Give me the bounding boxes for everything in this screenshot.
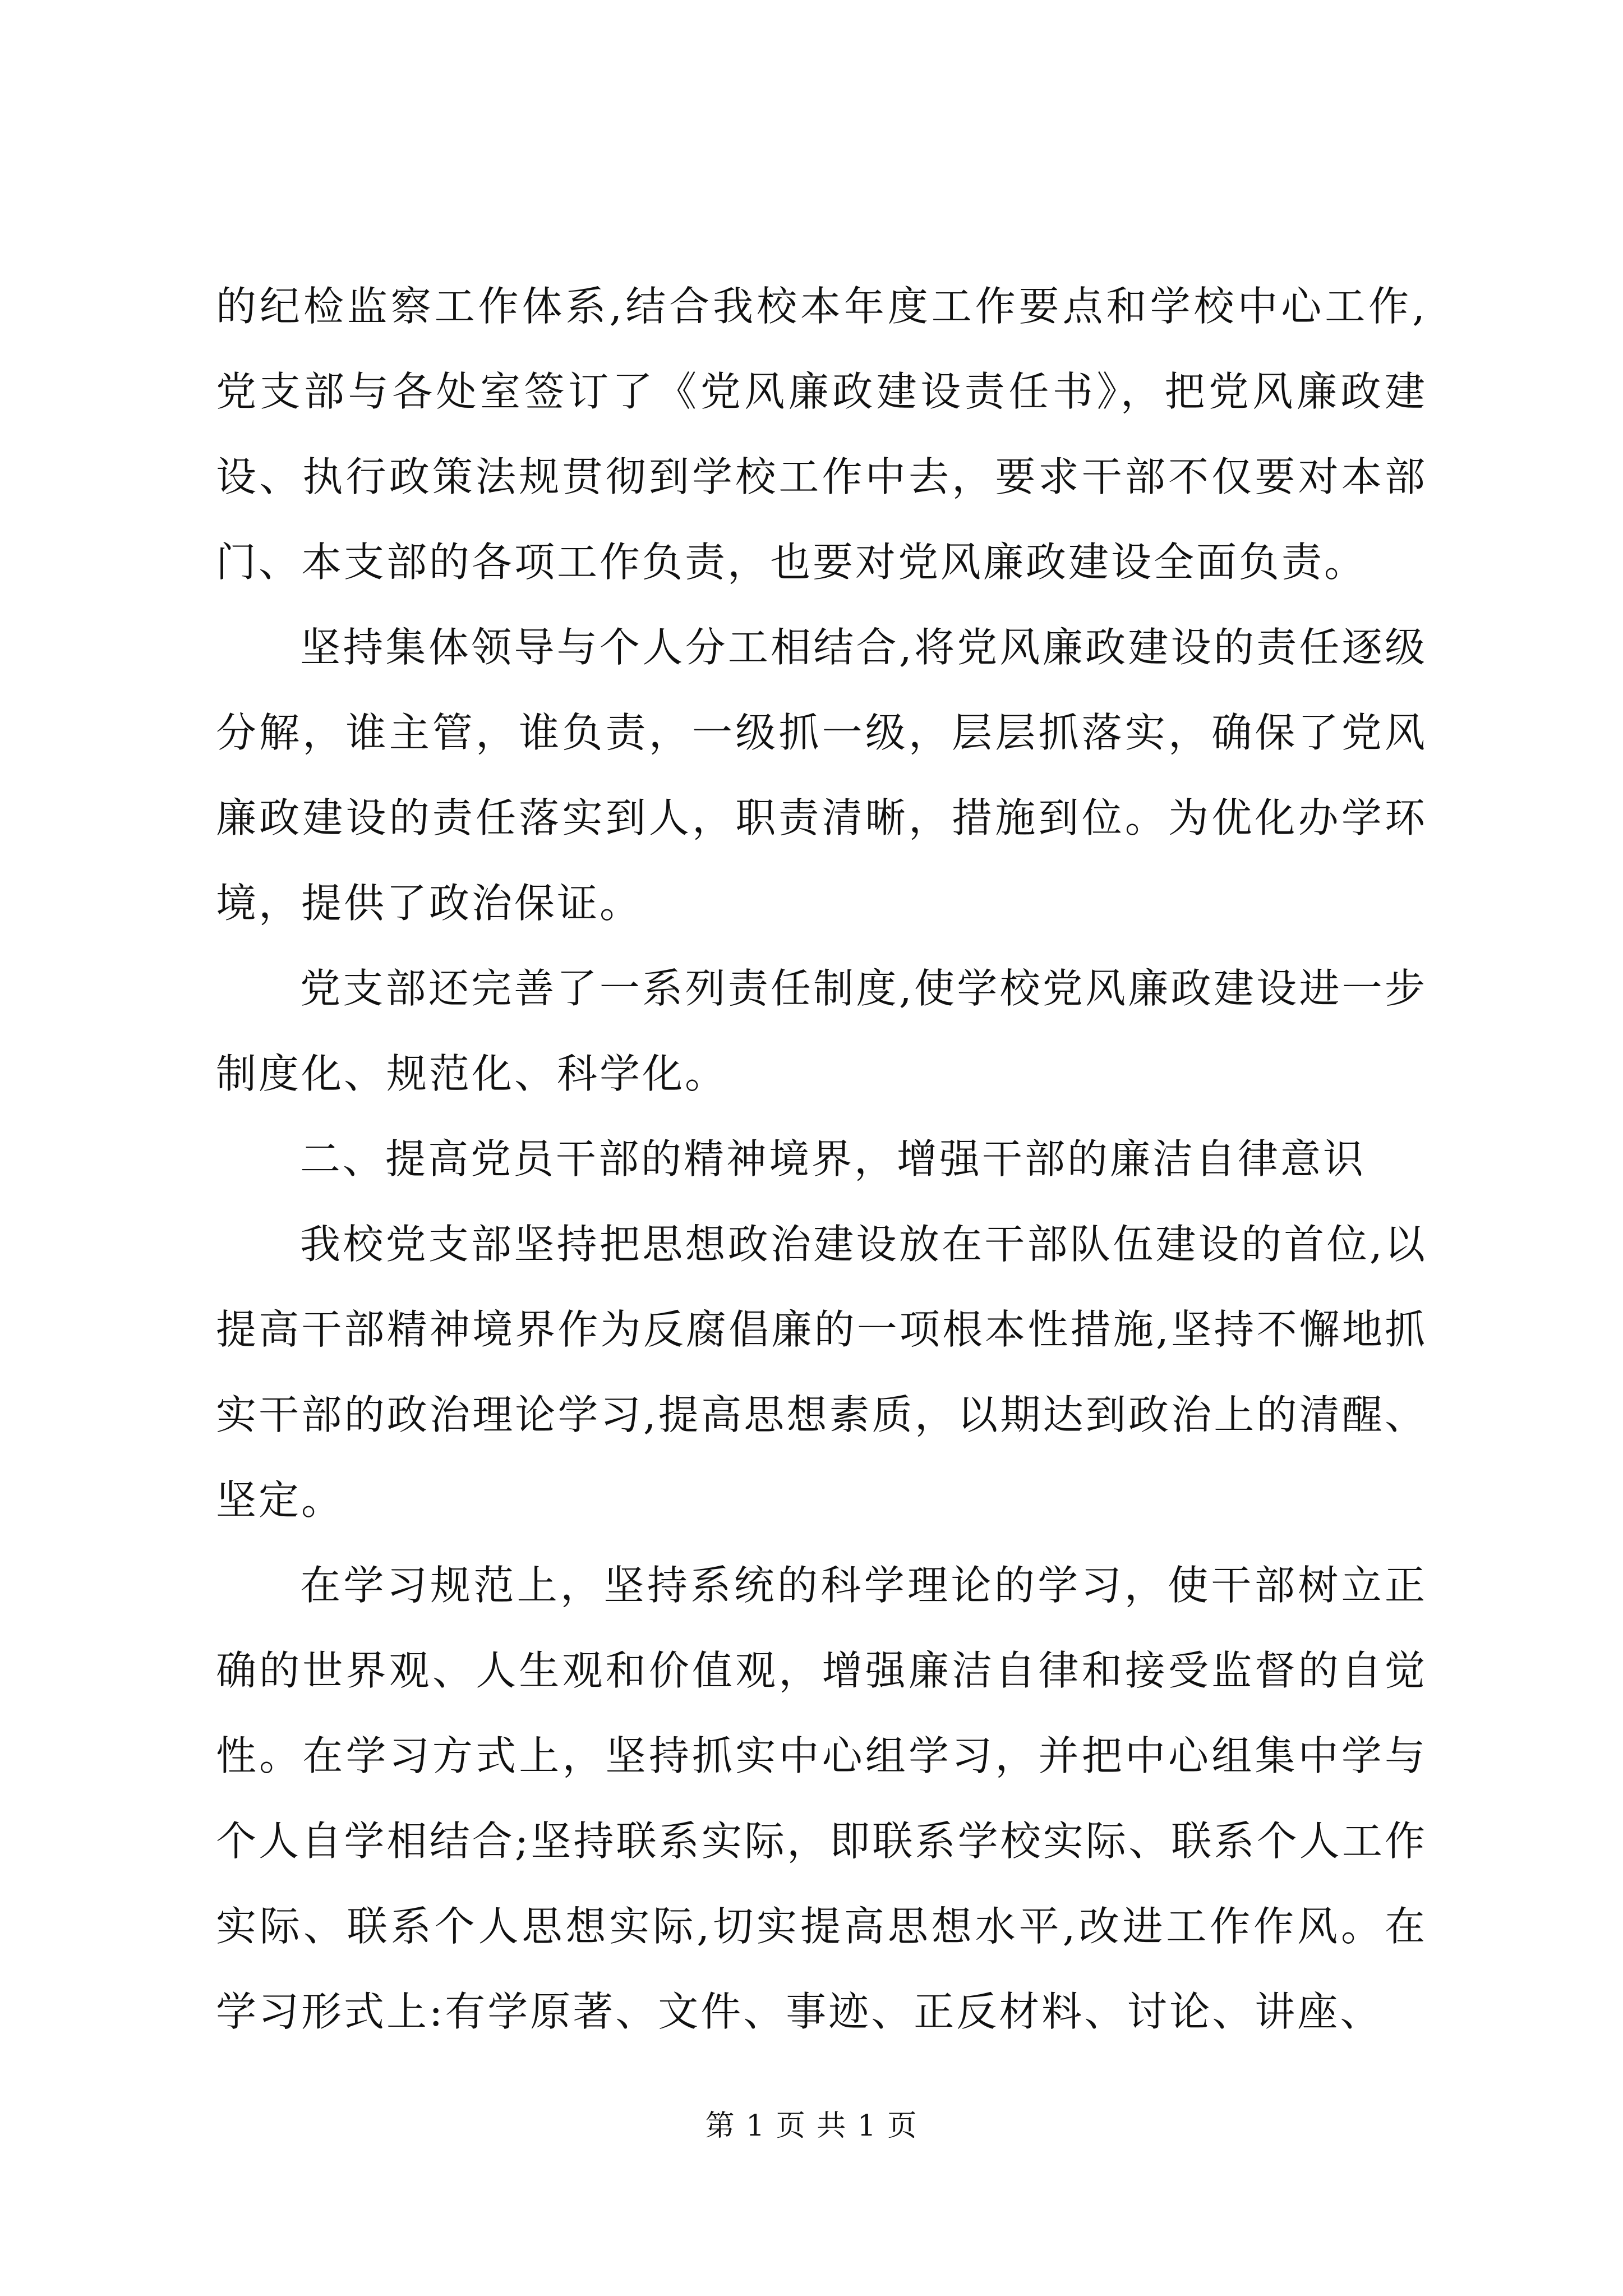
document-body <box>216 264 1427 2054</box>
section-heading: 二、提高党员干部的精神境界，增强干部的廉洁自律意识 <box>300 1135 1366 1182</box>
paragraph-collective-leadership: 坚持集体领导与个人分工相结合,将党风廉政建设的责任逐级分解，谁主管，谁负责，一级抓一级，层层抓落实，确保了党风廉政建设的责任落实到人，职责清晰，措施到位。为优化办学环境，提供了政治保证。 <box>216 624 1427 927</box>
paragraph-responsibility-system: 党支部还完善了一系列责任制度,使学校党风廉政建设进一步制度化、规范化、科学化。 <box>216 965 1427 1097</box>
paragraph-continued: 的纪检监察工作体系,结合我校本年度工作要点和学校中心工作,党支部与各处室签订了《党风廉政建设责任书》，把党风廉政建设、执行政策法规贯彻到学校工作中去，要求干部不仅要对本部门、本支部的各项工作负责，也要对党风廉政建设全面负责。 <box>216 283 1427 586</box>
paragraph-study-methods: 在学习规范上，坚持系统的科学理论的学习，使干部树立正确的世界观、人生观和价值观，增强廉洁自律和接受监督的自觉性。在学习方式上，坚持抓实中心组学习，并把中心组集中学与个人自学相结合;坚持联系实际，即联系学校实际、联系个人工作实际、联系个人思想实际,切实提高思想水平,改进工作作风。在学习形式上:有学原著、文件、事迹、正反材料、讨论、讲座、 <box>216 1562 1427 2035</box>
paragraph-ideological-building: 我校党支部坚持把思想政治建设放在干部队伍建设的首位,以提高干部精神境界作为反腐倡廉的一项根本性措施,坚持不懈地抓实干部的政治理论学习,提高思想素质，以期达到政治上的清醒、坚定。 <box>216 1221 1427 1524</box>
page-footer: 第 1 页 共 1 页 <box>705 2109 918 2143</box>
